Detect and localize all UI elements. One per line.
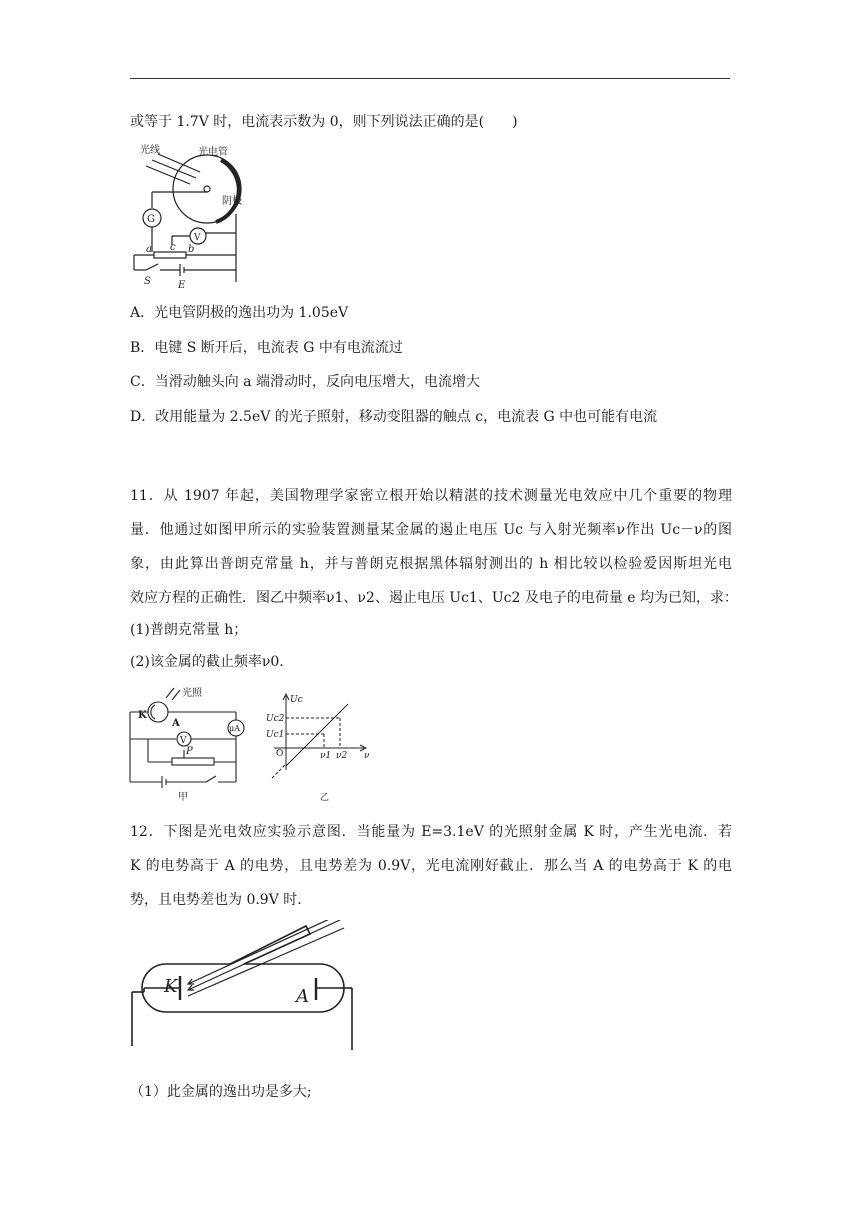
q11-line-4: 效应方程的正确性．图乙中频率ν1、ν2、遏止电压 Uc1、Uc2 及电子的电荷量 e 均为已知，求： (130, 590, 739, 606)
jia-p-label: P (186, 746, 193, 757)
jia-caption: 甲 (178, 792, 188, 803)
yi-origin-label: O (276, 749, 284, 759)
light-label: 光线 (140, 145, 160, 156)
jia-light-label: 光照 (182, 688, 202, 699)
q12-sub-1: （1）此金属的逸出功是多大; (130, 1084, 312, 1100)
q10-stem-tail: 或等于 1.7V 时，电流表示数为 0，则下列说法正确的是( ) (130, 114, 518, 130)
point-c-label: c (170, 242, 176, 253)
q12-line-2: K 的电势高于 A 的电势，且电势差为 0.9V，光电流刚好截止．那么当 A 的电势高于 K 的电 (130, 858, 732, 874)
q11-fig-yi-graph (264, 690, 374, 810)
q12-k-label: K (164, 976, 178, 997)
q11-line-2: 量．他通过如图甲所示的实验装置测量某金属的遏止电压 Uc 与入射光频率ν作出 Uc－ν的图 (130, 522, 732, 538)
jia-voltmeter-label: V (180, 736, 187, 746)
cathode-label: 阴极 (222, 196, 242, 207)
q11-line-3: 象，由此算出普朗克常量 h，并与普朗克根据黑体辐射测出的 h 相比较以检验爱因斯坦光电 (130, 556, 732, 572)
q10-circuit-figure (128, 142, 248, 296)
yi-x-axis-label: ν (364, 751, 370, 761)
q11-line-1: 11．从 1907 年起，美国物理学家密立根开始以精湛的技术测量光电效应中几个重要的物理 (130, 488, 732, 504)
source-label: E (178, 280, 186, 291)
point-a-label: a (146, 244, 152, 255)
yi-uc2-label: Uc2 (266, 714, 285, 724)
q12-phototube-figure (130, 920, 360, 1060)
galvanometer-label: G (147, 214, 155, 225)
q10-option-c: C．当滑动触头向 a 端滑动时，反向电压增大，电流增大 (130, 374, 480, 390)
jia-k-label: K (138, 710, 147, 721)
voltmeter-label: V (194, 233, 201, 243)
header-rule (130, 78, 730, 79)
q10-option-b: B．电键 S 断开后，电流表 G 中有电流流过 (130, 340, 403, 356)
q10-option-a: A．光电管阴极的逸出功为 1.05eV (130, 305, 349, 321)
switch-label: S (144, 276, 151, 287)
q12-line-1: 12．下图是光电效应实验示意图．当能量为 E=3.1eV 的光照射金属 K 时，产生光电流．若 (130, 824, 732, 840)
yi-y-axis-label: Uc (290, 695, 303, 705)
tube-label: 光电管 (198, 147, 228, 158)
yi-v2-label: ν2 (336, 751, 348, 761)
jia-microammeter-label: μA (229, 724, 240, 733)
point-b-label: b (188, 244, 195, 255)
q11-sub-1: (1)普朗克常量 h； (130, 622, 248, 638)
q10-option-d: D．改用能量为 2.5eV 的光子照射，移动变阻器的触点 c，电流表 G 中也可能有电流 (130, 409, 658, 425)
jia-a-label: A (172, 718, 180, 729)
q12-line-3: 势，且电势差也为 0.9V 时． (130, 892, 312, 908)
yi-caption: 乙 (320, 793, 330, 803)
q12-a-label: A (296, 986, 309, 1007)
q11-sub-2: (2)该金属的截止频率ν0. (130, 654, 284, 670)
q11-fig-jia (128, 684, 248, 808)
yi-uc1-label: Uc1 (266, 730, 285, 740)
yi-v1-label: ν1 (320, 751, 332, 761)
